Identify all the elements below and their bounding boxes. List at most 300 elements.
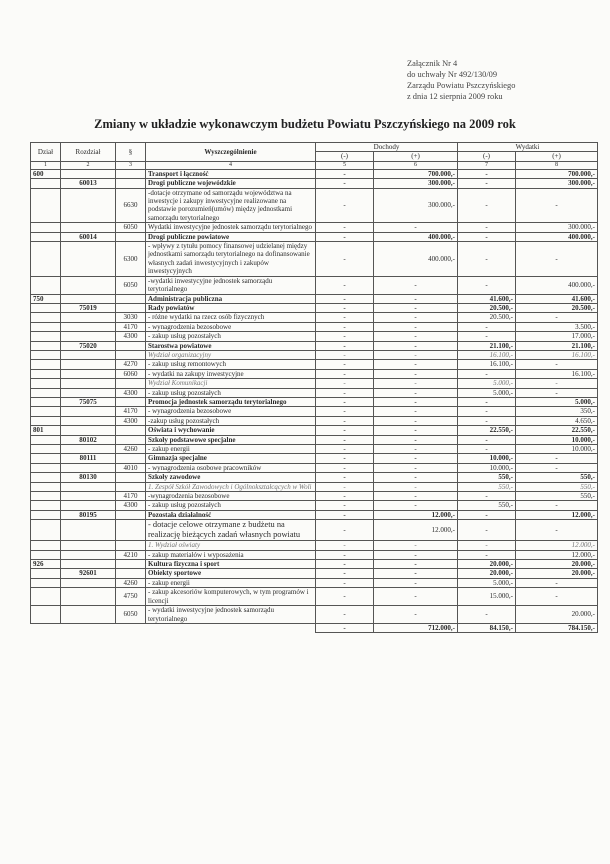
cell-dzial — [31, 276, 61, 294]
cell-expense-decrease: 16.100,- — [458, 360, 516, 369]
col-header-income-plus: (+) — [374, 152, 458, 161]
paragraph-row — [31, 588, 598, 606]
column-number-cell: 8 — [516, 161, 598, 169]
cell-paragraf: 4750 — [116, 588, 146, 606]
attachment-header — [407, 58, 515, 102]
cell-paragraf — [116, 397, 146, 406]
cell-expense-increase: 400.000,- — [516, 276, 598, 294]
cell-expense-decrease: 20.500,- — [458, 303, 516, 312]
paragraph-row — [31, 322, 598, 331]
cell-income-increase: - — [374, 369, 458, 378]
col-header-expenses-plus: (+) — [516, 152, 598, 161]
col-header-paragraf: § — [116, 143, 146, 162]
cell-rozdzial — [61, 360, 116, 369]
cell-expense-decrease: - — [458, 407, 516, 416]
chapter-row — [31, 435, 598, 444]
cell-dzial: 600 — [31, 169, 61, 178]
cell-expense-increase: 300.000,- — [516, 179, 598, 188]
cell-paragraf: 4260 — [116, 445, 146, 454]
cell-rozdzial — [61, 463, 116, 472]
cell-description: - zakup usług pozostałych — [146, 388, 316, 397]
group-header-expenses: Wydatki — [458, 143, 598, 152]
cell-description: - zakup akcesoriów komputerowych, w tym programów i licencji — [146, 588, 316, 606]
cell-income-increase: - — [374, 303, 458, 312]
cell-description: -wynagrodzenia bezosobowe — [146, 492, 316, 501]
cell-rozdzial — [61, 560, 116, 569]
cell-expense-increase: - — [516, 463, 598, 472]
cell-rozdzial: 80102 — [61, 435, 116, 444]
cell-expense-increase: 550,- — [516, 482, 598, 491]
cell-rozdzial — [61, 578, 116, 587]
cell-income-decrease: - — [316, 188, 374, 223]
cell-dzial — [31, 397, 61, 406]
cell-income-increase: - — [374, 332, 458, 341]
paragraph-row — [31, 520, 598, 541]
cell-paragraf — [116, 435, 146, 444]
cell-expense-increase: 20.000,- — [516, 606, 598, 624]
cell-income-decrease: - — [316, 578, 374, 587]
col-header-rozdzial: Rozdział — [61, 143, 116, 162]
cell-description: Gimnazja specjalne — [146, 454, 316, 463]
cell-expense-decrease: - — [458, 169, 516, 178]
cell-description: Promocja jednostek samorządu terytorialnego — [146, 397, 316, 406]
col-header-expenses-minus: (-) — [458, 152, 516, 161]
cell-dzial — [31, 416, 61, 425]
cell-income-decrease: - — [316, 322, 374, 331]
cell-dzial — [31, 569, 61, 578]
cell-expense-increase: 700.000,- — [516, 169, 598, 178]
cell-rozdzial: 92601 — [61, 569, 116, 578]
cell-expense-decrease: - — [458, 242, 516, 277]
cell-income-decrease: - — [316, 550, 374, 559]
cell-description: Wydział organizacyjny — [146, 350, 316, 359]
cell-rozdzial — [61, 541, 116, 550]
cell-dzial — [31, 332, 61, 341]
cell-expense-decrease: 15.000,- — [458, 588, 516, 606]
total-expense-increase: 784.150,- — [516, 623, 598, 632]
cell-expense-decrease: - — [458, 369, 516, 378]
cell-expense-increase: - — [516, 578, 598, 587]
cell-expense-increase: 22.550,- — [516, 426, 598, 435]
column-number-cell: 7 — [458, 161, 516, 169]
cell-income-decrease: - — [316, 276, 374, 294]
cell-dzial — [31, 223, 61, 232]
cell-dzial — [31, 578, 61, 587]
cell-income-decrease: - — [316, 303, 374, 312]
cell-income-increase: - — [374, 550, 458, 559]
col-header-income-minus: (-) — [316, 152, 374, 161]
cell-income-decrease: - — [316, 426, 374, 435]
cell-expense-increase: 20.000,- — [516, 569, 598, 578]
column-number-row — [31, 161, 598, 169]
cell-dzial — [31, 454, 61, 463]
cell-income-decrease: - — [316, 435, 374, 444]
cell-expense-decrease: - — [458, 606, 516, 624]
cell-paragraf: 4270 — [116, 360, 146, 369]
cell-expense-decrease: 16.100,- — [458, 350, 516, 359]
cell-expense-increase: 41.600,- — [516, 294, 598, 303]
cell-rozdzial — [61, 350, 116, 359]
group-header-income: Dochody — [316, 143, 458, 152]
cell-description: Starostwa powiatowe — [146, 341, 316, 350]
paragraph-row — [31, 492, 598, 501]
cell-description: - zakup materiałów i wyposażenia — [146, 550, 316, 559]
cell-description: - zakup usług remontowych — [146, 360, 316, 369]
cell-income-decrease: - — [316, 379, 374, 388]
cell-income-increase: - — [374, 294, 458, 303]
cell-description: Rady powiatów — [146, 303, 316, 312]
cell-income-decrease: - — [316, 369, 374, 378]
cell-expense-decrease: 20.000,- — [458, 560, 516, 569]
cell-income-decrease: - — [316, 397, 374, 406]
cell-expense-increase: 20.000,- — [516, 560, 598, 569]
cell-description: -dotacje otrzymane od samorządu województwa na inwestycje i zakupy inwestycyjne realizowane na podstawie porozumień(umów) między jednostkami samorządu terytorialnego — [146, 188, 316, 223]
chapter-row — [31, 341, 598, 350]
cell-income-increase: - — [374, 541, 458, 550]
col-header-description: Wyszczególnienie — [146, 143, 316, 162]
cell-paragraf — [116, 179, 146, 188]
unit-row — [31, 541, 598, 550]
column-number-cell: 6 — [374, 161, 458, 169]
cell-dzial — [31, 379, 61, 388]
cell-dzial: 926 — [31, 560, 61, 569]
cell-rozdzial — [61, 482, 116, 491]
cell-expense-decrease: 20.500,- — [458, 313, 516, 322]
cell-expense-decrease: - — [458, 510, 516, 519]
cell-dzial — [31, 242, 61, 277]
paragraph-row — [31, 360, 598, 369]
cell-expense-decrease: 5.000,- — [458, 578, 516, 587]
cell-income-increase: - — [374, 569, 458, 578]
cell-expense-increase: 10.000,- — [516, 445, 598, 454]
cell-rozdzial — [61, 322, 116, 331]
budget-changes-table — [30, 142, 598, 633]
cell-dzial — [31, 188, 61, 223]
cell-description: - wpływy z tytułu pomocy finansowej udzielanej między jednostkami samorządu terytorialnego na dofinansowanie własnych zadań inwestycyjnych i zakupów inwestycyjnych — [146, 242, 316, 277]
cell-rozdzial — [61, 445, 116, 454]
cell-rozdzial — [61, 313, 116, 322]
cell-income-decrease: - — [316, 169, 374, 178]
cell-rozdzial — [61, 501, 116, 510]
cell-income-decrease: - — [316, 242, 374, 277]
cell-income-increase: - — [374, 341, 458, 350]
cell-dzial: 750 — [31, 294, 61, 303]
cell-total-blank — [31, 623, 316, 632]
cell-expense-increase: - — [516, 388, 598, 397]
cell-income-increase: - — [374, 397, 458, 406]
cell-dzial — [31, 550, 61, 559]
cell-paragraf: 4300 — [116, 501, 146, 510]
chapter-row — [31, 569, 598, 578]
cell-dzial — [31, 179, 61, 188]
cell-income-decrease: - — [316, 454, 374, 463]
header-row-groups — [31, 143, 598, 152]
cell-expense-increase: 550,- — [516, 473, 598, 482]
cell-income-increase: - — [374, 473, 458, 482]
cell-paragraf — [116, 510, 146, 519]
column-number-cell: 2 — [61, 161, 116, 169]
cell-paragraf — [116, 426, 146, 435]
cell-income-increase: 400.000,- — [374, 242, 458, 277]
cell-income-increase: 700.000,- — [374, 169, 458, 178]
paragraph-row — [31, 313, 598, 322]
cell-dzial — [31, 232, 61, 241]
total-expense-decrease: 84.150,- — [458, 623, 516, 632]
cell-expense-increase: - — [516, 520, 598, 541]
cell-income-decrease: - — [316, 492, 374, 501]
cell-expense-decrease: 5.000,- — [458, 379, 516, 388]
attachment-number: Załącznik Nr 4 — [407, 59, 458, 68]
cell-income-increase: - — [374, 322, 458, 331]
unit-row — [31, 350, 598, 359]
paragraph-row — [31, 501, 598, 510]
cell-income-increase: - — [374, 388, 458, 397]
cell-expense-decrease: 550,- — [458, 482, 516, 491]
cell-dzial — [31, 322, 61, 331]
cell-paragraf: 6630 — [116, 188, 146, 223]
cell-paragraf — [116, 232, 146, 241]
cell-expense-increase: 12.000,- — [516, 541, 598, 550]
paragraph-row — [31, 242, 598, 277]
section-row — [31, 560, 598, 569]
cell-expense-increase: - — [516, 242, 598, 277]
cell-expense-increase: - — [516, 454, 598, 463]
cell-income-increase: - — [374, 588, 458, 606]
cell-expense-increase: - — [516, 360, 598, 369]
cell-rozdzial — [61, 188, 116, 223]
cell-income-increase: - — [374, 407, 458, 416]
cell-description: Oświata i wychowanie — [146, 426, 316, 435]
paragraph-row — [31, 606, 598, 624]
paragraph-row — [31, 276, 598, 294]
cell-dzial: 801 — [31, 426, 61, 435]
cell-expense-decrease: - — [458, 397, 516, 406]
paragraph-row — [31, 388, 598, 397]
cell-expense-decrease: - — [458, 550, 516, 559]
cell-paragraf: 4300 — [116, 388, 146, 397]
cell-expense-decrease: - — [458, 332, 516, 341]
cell-rozdzial — [61, 169, 116, 178]
cell-expense-increase: 12.000,- — [516, 550, 598, 559]
cell-expense-increase: 550,- — [516, 492, 598, 501]
cell-description: Drogi publiczne powiatowe — [146, 232, 316, 241]
column-number-cell: 4 — [146, 161, 316, 169]
cell-paragraf: 6300 — [116, 242, 146, 277]
cell-income-increase: - — [374, 435, 458, 444]
cell-paragraf: 6050 — [116, 276, 146, 294]
cell-income-increase: - — [374, 492, 458, 501]
cell-description: Obiekty sportowe — [146, 569, 316, 578]
cell-expense-increase: 4.650,- — [516, 416, 598, 425]
cell-description: - dotacje celowe otrzymane z budżetu na realizację bieżących zadań własnych powiatu — [146, 520, 316, 541]
cell-dzial — [31, 541, 61, 550]
cell-expense-increase: - — [516, 313, 598, 322]
cell-dzial — [31, 588, 61, 606]
cell-dzial — [31, 501, 61, 510]
cell-rozdzial — [61, 407, 116, 416]
cell-paragraf: 4010 — [116, 463, 146, 472]
cell-income-increase: - — [374, 463, 458, 472]
cell-paragraf: 4300 — [116, 332, 146, 341]
cell-rozdzial — [61, 426, 116, 435]
cell-expense-decrease: 550,- — [458, 501, 516, 510]
section-row — [31, 426, 598, 435]
chapter-row — [31, 510, 598, 519]
cell-expense-decrease: 550,- — [458, 473, 516, 482]
cell-dzial — [31, 473, 61, 482]
cell-paragraf: 4170 — [116, 492, 146, 501]
cell-paragraf: 6050 — [116, 606, 146, 624]
col-header-dzial: Dział — [31, 143, 61, 162]
cell-rozdzial — [61, 369, 116, 378]
resolution-date: z dnia 12 sierpnia 2009 roku — [407, 92, 503, 101]
cell-dzial — [31, 482, 61, 491]
cell-description: Drogi publiczne wojewódzkie — [146, 179, 316, 188]
cell-paragraf — [116, 303, 146, 312]
cell-income-decrease: - — [316, 473, 374, 482]
cell-income-decrease: - — [316, 482, 374, 491]
cell-expense-decrease: - — [458, 223, 516, 232]
cell-income-increase: - — [374, 501, 458, 510]
document-title: Zmiany w układzie wykonawczym budżetu Powiatu Pszczyńskiego na 2009 rok — [94, 117, 516, 131]
cell-dzial — [31, 463, 61, 472]
cell-expense-decrease: 22.550,- — [458, 426, 516, 435]
cell-paragraf: 4170 — [116, 322, 146, 331]
cell-paragraf: 6060 — [116, 369, 146, 378]
cell-description: Administracja publiczna — [146, 294, 316, 303]
cell-paragraf: 6050 — [116, 223, 146, 232]
cell-income-decrease: - — [316, 294, 374, 303]
cell-paragraf — [116, 482, 146, 491]
cell-expense-decrease: 10.000,- — [458, 454, 516, 463]
cell-expense-decrease: - — [458, 445, 516, 454]
cell-income-increase: 300.000,- — [374, 179, 458, 188]
cell-expense-increase: - — [516, 188, 598, 223]
total-income-increase: 712.000,- — [374, 623, 458, 632]
cell-expense-increase: 21.100,- — [516, 341, 598, 350]
cell-paragraf — [116, 454, 146, 463]
paragraph-row — [31, 416, 598, 425]
cell-income-increase: - — [374, 426, 458, 435]
cell-expense-increase: 10.000,- — [516, 435, 598, 444]
unit-row — [31, 379, 598, 388]
cell-expense-increase: 17.000,- — [516, 332, 598, 341]
cell-income-increase: - — [374, 223, 458, 232]
resolution-reference: do uchwały Nr 492/130/09 — [407, 70, 498, 79]
cell-description: - zakup energii — [146, 445, 316, 454]
column-number-cell: 5 — [316, 161, 374, 169]
cell-paragraf — [116, 560, 146, 569]
cell-income-decrease: - — [316, 520, 374, 541]
cell-dzial — [31, 341, 61, 350]
cell-description: Szkoły podstawowe specjalne — [146, 435, 316, 444]
cell-paragraf — [116, 379, 146, 388]
cell-description: - wynagrodzenia osobowe pracowników — [146, 463, 316, 472]
cell-expense-increase: 5.000,- — [516, 397, 598, 406]
cell-income-increase: - — [374, 276, 458, 294]
cell-income-increase: - — [374, 379, 458, 388]
cell-dzial — [31, 369, 61, 378]
cell-expense-decrease: - — [458, 276, 516, 294]
cell-dzial — [31, 510, 61, 519]
cell-paragraf — [116, 569, 146, 578]
cell-expense-increase: 400.000,- — [516, 232, 598, 241]
cell-description: Kultura fizyczna i sport — [146, 560, 316, 569]
cell-income-decrease: - — [316, 501, 374, 510]
cell-description: Wydział Komunikacji — [146, 379, 316, 388]
cell-description: - wynagrodzenia bezosobowe — [146, 407, 316, 416]
cell-expense-decrease: - — [458, 322, 516, 331]
chapter-row — [31, 232, 598, 241]
cell-dzial — [31, 445, 61, 454]
cell-rozdzial — [61, 242, 116, 277]
cell-description: Wydatki inwestycyjne jednostek samorządu terytorialnego — [146, 223, 316, 232]
section-row — [31, 294, 598, 303]
cell-description: - zakup usług pozostałych — [146, 332, 316, 341]
cell-income-increase: 12.000,- — [374, 510, 458, 519]
cell-expense-increase: 12.000,- — [516, 510, 598, 519]
cell-rozdzial: 75020 — [61, 341, 116, 350]
cell-rozdzial — [61, 416, 116, 425]
cell-income-decrease: - — [316, 313, 374, 322]
cell-dzial — [31, 435, 61, 444]
cell-income-decrease: - — [316, 407, 374, 416]
cell-income-increase: - — [374, 560, 458, 569]
chapter-row — [31, 454, 598, 463]
paragraph-row — [31, 445, 598, 454]
cell-income-increase: - — [374, 482, 458, 491]
paragraph-row — [31, 223, 598, 232]
cell-paragraf: 4210 — [116, 550, 146, 559]
cell-dzial — [31, 303, 61, 312]
cell-income-decrease: - — [316, 388, 374, 397]
cell-expense-increase: 300.000,- — [516, 223, 598, 232]
cell-rozdzial — [61, 492, 116, 501]
cell-dzial — [31, 388, 61, 397]
cell-rozdzial — [61, 379, 116, 388]
cell-paragraf — [116, 541, 146, 550]
cell-paragraf: 3030 — [116, 313, 146, 322]
cell-rozdzial: 60013 — [61, 179, 116, 188]
cell-income-increase: - — [374, 350, 458, 359]
cell-description: -zakup usług pozostałych — [146, 416, 316, 425]
cell-income-decrease: - — [316, 510, 374, 519]
cell-rozdzial — [61, 276, 116, 294]
cell-expense-decrease: 5.000,- — [458, 388, 516, 397]
cell-expense-decrease: - — [458, 232, 516, 241]
cell-income-decrease: - — [316, 560, 374, 569]
cell-expense-increase: - — [516, 379, 598, 388]
cell-description: - wydatki inwestycyjne jednostek samorządu terytorialnego — [146, 606, 316, 624]
cell-dzial — [31, 606, 61, 624]
cell-income-increase: - — [374, 445, 458, 454]
cell-description: 1. Zespół Szkół Zawodowych i Ogólnokształcących w Woli — [146, 482, 316, 491]
cell-income-increase: - — [374, 454, 458, 463]
cell-rozdzial — [61, 550, 116, 559]
cell-paragraf: 4170 — [116, 407, 146, 416]
chapter-row — [31, 473, 598, 482]
cell-income-decrease: - — [316, 360, 374, 369]
cell-income-decrease: - — [316, 463, 374, 472]
total-row — [31, 623, 598, 632]
cell-income-decrease: - — [316, 332, 374, 341]
cell-expense-decrease: - — [458, 179, 516, 188]
cell-paragraf — [116, 341, 146, 350]
cell-description: -wydatki inwestycyjne jednostek samorządu terytorialnego — [146, 276, 316, 294]
cell-rozdzial — [61, 223, 116, 232]
cell-description: Pozostała działalność — [146, 510, 316, 519]
cell-rozdzial — [61, 520, 116, 541]
